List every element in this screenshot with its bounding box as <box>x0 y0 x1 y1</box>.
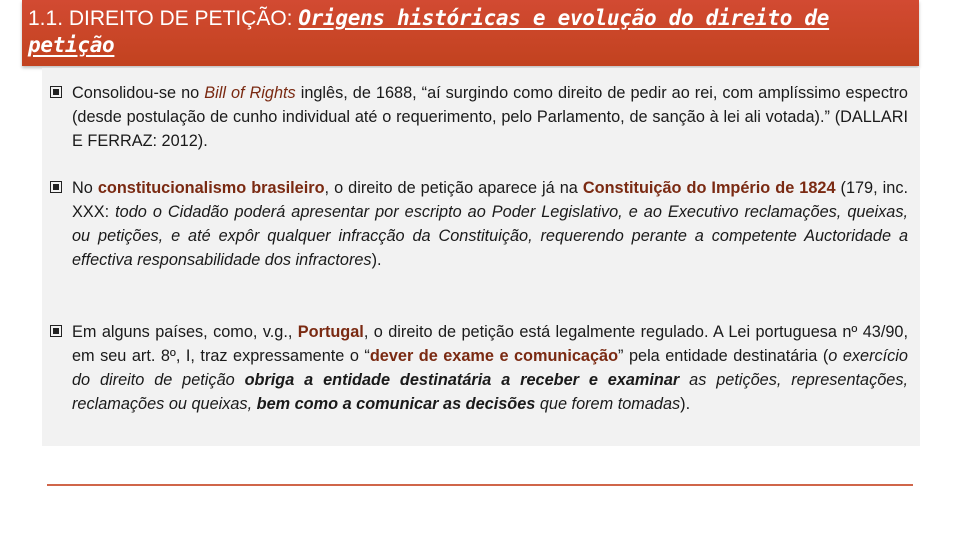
content-panel <box>42 68 920 446</box>
slide-title <box>22 0 919 66</box>
portugal-term: Portugal <box>297 323 364 341</box>
bullet-1-text: Consolidou-se no Bill of Rights inglês, de 1688, “aí surgindo como direito de pedir ao rei, com amplíssimo espectro (desde postulação de cunho individual até o requerimento, pelo Parlamento, de sanção à lei ali votada).” (DALLARI E FERRAZ: 2012). <box>72 84 908 150</box>
constitucionalismo-term: constitucionalismo brasileiro <box>97 179 325 197</box>
bullet-1 <box>50 81 908 153</box>
title-italic: Origens históricas e evolução do direito de petição <box>28 6 830 57</box>
checkbox-bullet-icon <box>50 176 72 272</box>
obrigacao-term: obriga a entidade destinatária a receber e examinar <box>244 371 680 389</box>
dever-exame-term: dever de exame e comunicação <box>369 347 619 365</box>
title-plain: 1.1. DIREITO DE PETIÇÃO: <box>28 7 299 30</box>
checkbox-bullet-icon <box>50 81 72 153</box>
checkbox-bullet-icon <box>50 320 72 416</box>
constituicao-1824-term: Constituição do Império de 1824 <box>582 179 836 197</box>
comunicar-term: bem como a comunicar as decisões <box>256 395 536 413</box>
constitution-quote: todo o Cidadão poderá apresentar por escripto ao Poder Legislativo, e ao Executivo reclamações, queixas, ou petições, e até expôr qualquer infracção da Constituição, requerendo perante a competente Auctoridade a effectiva responsabilidade dos infractores <box>72 203 908 269</box>
bullet-3 <box>50 320 908 416</box>
bottom-divider <box>47 484 913 486</box>
bullet-2 <box>50 176 908 272</box>
bullet-3-text: Em alguns países, como, v.g., Portugal, o direito de petição está legalmente regulado. A Lei portuguesa nº 43/90, em seu art. 8º, I, traz expressamente o “dever de exame e comunicação” pela entidade destinatária (o exercício do direito de petição obriga a entidade destinatária a receber e examinar as petições, representações, reclamações ou queixas, bem como a comunicar as decisões que forem tomadas). <box>72 323 909 413</box>
bill-of-rights-term: Bill of Rights <box>204 84 296 102</box>
bullet-2-text: No constitucionalismo brasileiro, o direito de petição aparece já na Constituição do Império de 1824 (179, inc. XXX: todo o Cidadão poderá apresentar por escripto ao Poder Legislativo, e ao Executivo reclamações, queixas, ou petições, e até expôr qualquer infracção da Constituição, requerendo perante a competente Auctoridade a effectiva responsabilidade dos infractores). <box>72 179 908 269</box>
